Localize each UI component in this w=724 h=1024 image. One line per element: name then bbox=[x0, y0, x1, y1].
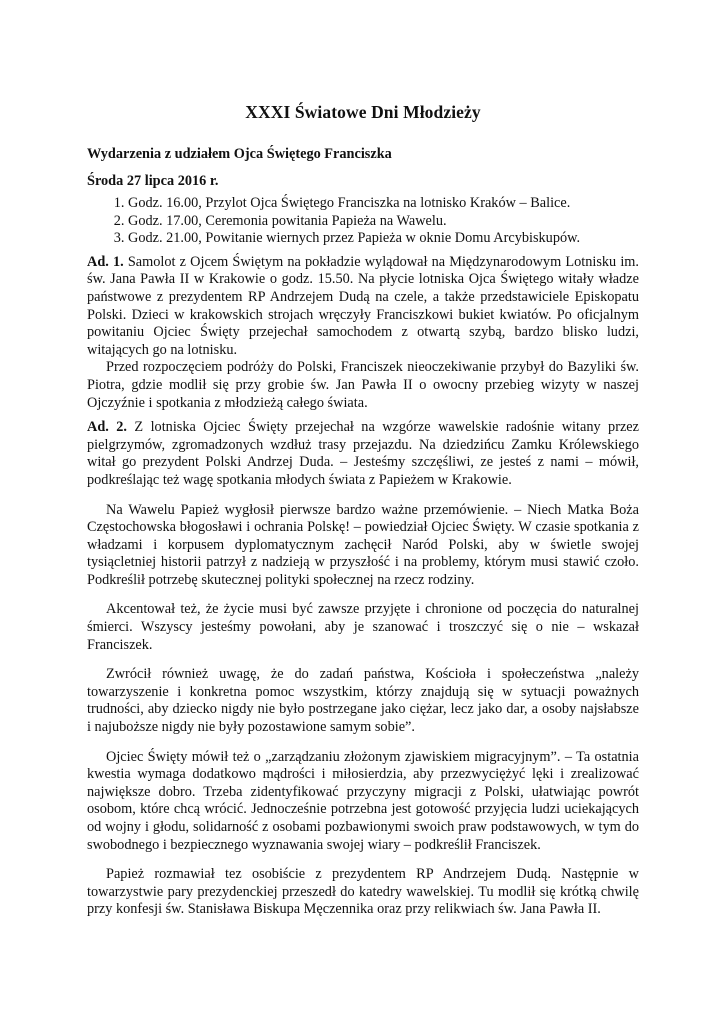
schedule-item: 1. Godz. 16.00, Przylot Ojca Świętego Franciszka na lotnisko Kraków – Balice. bbox=[128, 195, 639, 213]
ad2-label: Ad. 2. bbox=[87, 419, 127, 436]
ad2-paragraph bbox=[87, 419, 639, 489]
schedule-item: 2. Godz. 17.00, Ceremonia powitania Papieża na Wawelu. bbox=[128, 213, 639, 231]
event-date: Środa 27 lipca 2016 r. bbox=[87, 173, 219, 189]
schedule-list bbox=[87, 195, 639, 248]
body-paragraph: Zwrócił również uwagę, że do zadań państwa, Kościoła i społeczeństwa „należy towarzyszenie i konkretna pomoc wszystkim, którzy znajdują się w sytuacji poważnych trudności, aby dziecko nigdy nie było postrzegane jako ciężar, lecz jako dar, a osoby najsłabsze i najuboższe nigdy nie były pozostawione samym sobie”. bbox=[87, 666, 639, 736]
schedule-item: 3. Godz. 21.00, Powitanie wiernych przez Papieża w oknie Domu Arcybiskupów. bbox=[128, 230, 639, 248]
body-paragraph: Papież rozmawiał tez osobiście z prezydentem RP Andrzejem Dudą. Następnie w towarzystwie pary prezydenckiej przeszedł do katedry wawelskiej. Tu modlił się krótką chwilę przy konfesji św. Stanisława Biskupa Męczennika oraz przy relikwiach św. Jana Pawła II. bbox=[87, 866, 639, 918]
document-body bbox=[87, 102, 639, 919]
ad1-paragraph-2: Przed rozpoczęciem podróży do Polski, Franciszek nieoczekiwanie przybył do Bazyliki św. Piotra, gdzie modlił się przy grobie św. Jan Pawła II o owocny przebieg wizyty w naszej Ojczyźnie i spotkania z młodzieżą całego świata. bbox=[87, 359, 639, 411]
ad1-label: Ad. 1. bbox=[87, 253, 124, 270]
body-paragraph: Akcentował też, że życie musi być zawsze przyjęte i chronione od poczęcia do naturalnej śmierci. Wszyscy jesteśmy powołani, aby je szanować i troszczyć się o nie – wskazał Franciszek. bbox=[87, 601, 639, 653]
ad1-paragraph bbox=[87, 254, 639, 360]
body-paragraph: Ojciec Święty mówił też o „zarządzaniu złożonym zjawiskiem migracyjnym”. – Ta ostatnia kwestia wymaga dodatkowo mądrości i miłosierdzia, aby przezwyciężyć lęki i zrealizować największe dobro. Trzeba zidentyfikować przyczyny migracji z Polski, ułatwiając powrót osobom, które chcą wrócić. Jednocześnie potrzebna jest gotowość przyjęcia ludzi uciekających od wojny i głodu, solidarność z osobami pozbawionymi swoich praw podstawowych, w tym do swobodnego i bezpiecznego wyznawania swojej wiary – podkreślił Franciszek. bbox=[87, 748, 639, 853]
subtitle: Wydarzenia z udziałem Ojca Świętego Franciszka bbox=[87, 146, 392, 162]
ad2-text: Z lotniska Ojciec Święty przejechał na wzgórze wawelskie radośnie witany przez pielgrzymów, zgromadzonych wzdłuż trasy przejazdu. Na dziedzińcu Zamku Królewskiego witał go prezydent Polski Andrzej Duda. – Jesteśmy szczęśliwi, ze jesteś z nami – mówił, podkreślając też wagę spotkania młodych świata z Papieżem w Krakowie. bbox=[87, 419, 639, 488]
page-title: XXXI Światowe Dni Młodzieży bbox=[245, 102, 481, 122]
body-paragraph: Na Wawelu Papież wygłosił pierwsze bardzo ważne przemówienie. – Niech Matka Boża Częstochowska błogosławi i ochrania Polskę! – powiedział Ojciec Święty. W czasie spotkania z władzami i korpusem dyplomatycznym zachęcił Naród Polski, aby w świetle swojej tysiącletniej historii patrzył z nadzieją w przyszłość i na problemy, którym musi stawić czoło. Podkreślił potrzebę skutecznej polityki społecznej na rzecz rodziny. bbox=[87, 501, 639, 588]
ad1-text: Samolot z Ojcem Świętym na pokładzie wylądował na Międzynarodowym Lotnisku im. św. Jana Pawła II w Krakowie o godz. 15.50. Na płycie lotniska Ojca Świętego witały władze państwowe z prezydentem RP Andrzejem Dudą na czele, a także przedstawiciele Episkopatu Polski. Dzieci w krakowskich strojach wręczyły Franciszkowi bukiet kwiatów. Po oficjalnym powitaniu Ojciec Święty przejechał samochodem z otwartą szybą, bardzo blisko ludzi, witających go na lotnisku. bbox=[87, 253, 639, 358]
